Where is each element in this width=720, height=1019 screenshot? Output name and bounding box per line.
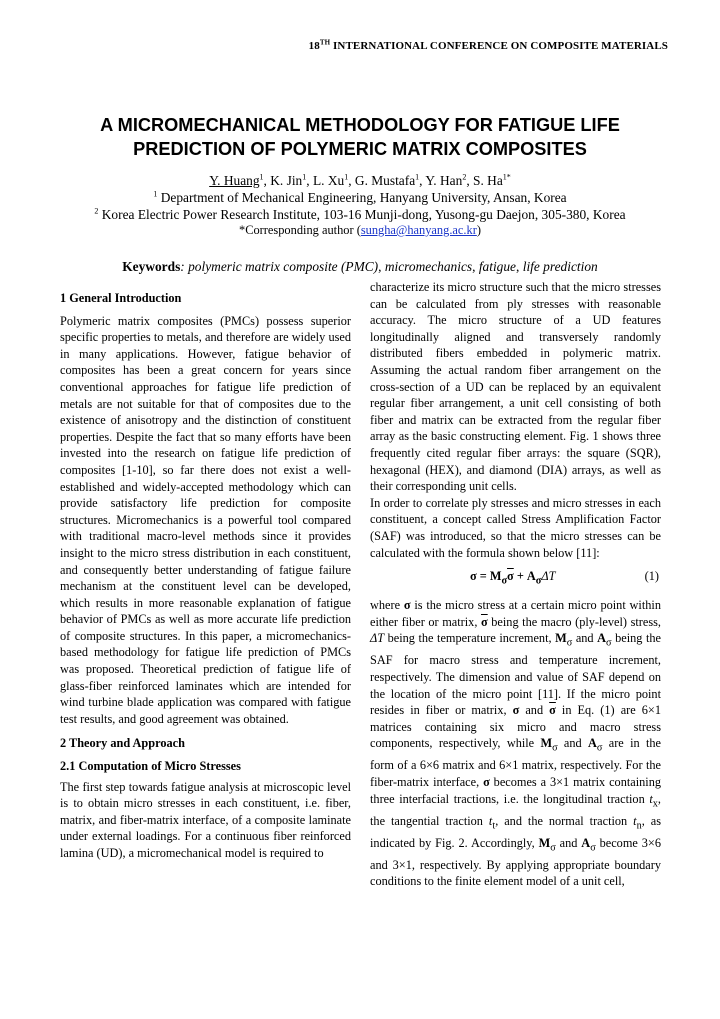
- affiliation-2: $^2$ Korea Electric Power Research Institute, 103-16 Munji-dong, Yusong-gu Daejon, 305-380, Korea: [94, 206, 626, 222]
- introduction-paragraph: Polymeric matrix composites (PMCs) possess superior specific properties to metals, and therefore are widely used in many applications. However, fatigue behavior of composites has been a great concern for years since conventional approaches for fatigue life prediction of metals are not suitable for that of composites due to the existence of anisotropy and the distinction of constituent properties. Despite the fact that so many efforts have been invested into the research on fatigue life prediction of composites [1-10], so far there does not exist a well-established and widely-accepted methodology which can provide satisfactory life prediction for composite structures. Micromechanics is a powerful tool compared with traditional macro-level methods since it provides insight to the micro stress distribution in each constituent, and consequently better understanding of fatigue failure mechanism at the constituent level can be developed, which results in more reasonable explanation of fatigue behavior of PMCs as well as more accurate life prediction of composite structures. In this paper, a micromechanics-based methodology for fatigue life prediction of PMCs was proposed. Theoretical prediction of fatigue life of glass-fiber reinforced laminates which are intended for wind turbine blade application was compared with fatigue test results, and good agreement was obtained.: [60, 313, 351, 726]
- title-line-2: PREDICTION OF POLYMERIC MATRIX COMPOSITES: [133, 139, 587, 159]
- author-3: L. Xu: [312, 173, 345, 188]
- section-1-heading: 1 General Introduction: [60, 291, 182, 305]
- equation-number: (1): [644, 569, 659, 584]
- title-line-1: A MICROMECHANICAL METHODOLOGY FOR FATIGUE LIFE: [100, 115, 620, 135]
- author-4: G. Mustafa: [354, 173, 416, 188]
- keywords-line: Keywords: polymeric matrix composite (PMC), micromechanics, fatigue, life prediction: [122, 259, 598, 274]
- email-link[interactable]: sungha@hanyang.ac.kr: [360, 223, 477, 237]
- equation-1: [370, 565, 661, 587]
- conference-header: 18TH INTERNATIONAL CONFERENCE ON COMPOSITE MATERIALS: [308, 38, 668, 52]
- keyword-4: life prediction: [522, 259, 598, 274]
- keyword-1: polymeric matrix composite (PMC): [188, 259, 379, 274]
- keywords-label: Keywords: [122, 259, 181, 274]
- paper-title: [40, 113, 680, 161]
- corresponding-author: *Corresponding author (sungha@hanyang.ac.kr): [239, 223, 481, 237]
- subsection-2-1-heading: 2.1 Computation of Micro Stresses: [60, 759, 241, 774]
- saf-explanation-paragraph: where σ is the micro stress at a certain micro point within either fiber or matrix, $\overline{\sigma}$ being the macro (ply-level) stress, ΔT being the temperature increment, $M_\sigma$ and $A_\sigma$ being the SAF for macro stress and temperature increment, respectively. The dimension and value of SAF depend on the location of the micro point [11]. If the micro point resides in fiber or matrix, σ and $\overline{\sigma}$ in Eq. (1) are 6×1 matrices containing six micro and macro stress components, respectively, while $M_\sigma$ and $A_\sigma$ are in the form of a 6×6 matrix and 6×1 matrix, respectively. For the fiber-matrix interface, σ becomes a 3×1 matrix containing three interfacial tractions, i.e. the longitudinal traction $t_x$, the tangential traction $t_t$, and the normal traction $t_n$, as indicated by Fig. 2. Accordingly, $M_\sigma$ and $A_\sigma$ become 3×6 and 3×1, respectively. By applying appropriate boundary conditions to the finite element model of a unit cell,: [370, 598, 662, 889]
- author-list: Y. Huang$^1$, K. Jin$^1$, L. Xu$^1$, G. Mustafa$^1$, Y. Han$^2$, S. $Ha^{1*}$: [209, 172, 511, 188]
- keyword-2: micromechanics: [384, 259, 473, 274]
- saf-paragraph: In order to correlate ply stresses and micro stresses in each constituent, a concept called Stress Amplification Factor (SAF) was introduced, so that the micro stresses can be calculated with the formula shown below [11]:: [370, 495, 661, 560]
- author-6: S. Ha: [473, 173, 503, 188]
- affiliation-1: $^1$ Department of Mechanical Engineering, Hanyang University, Ansan, Korea: [153, 189, 567, 205]
- section-2-heading: 2 Theory and Approach: [60, 736, 185, 751]
- left-column: [60, 279, 351, 862]
- micro-structure-paragraph: characterize its micro structure such that the micro stresses can be calculated from ply stresses with reasonable accuracy. The micro structure of a UD features longitudinally aligned and transversely randomly distributed fibers embedded in polymeric matrix. Assuming the actual random fiber arrangement on the cross-section of a UD can be replaced by an equivalent regular fiber arrangement, a unit cell consisting of both fiber and matrix can be extracted from the regular fiber array as the basic constructing element. Fig. 1 shows three frequently cited regular fiber arrays: the square (SQR), hexagonal (HEX), and diamond (DIA) arrays, as well as their corresponding unit cells.: [370, 280, 661, 494]
- author-1[interactable]: Y. Huang: [209, 173, 260, 188]
- author-5: Y. Han: [425, 173, 463, 188]
- right-column: [370, 279, 661, 890]
- equation-body: $\sigma = M_\sigma\overline{\sigma} + A_\sigma\Delta T$: [470, 569, 556, 587]
- author-2: K. Jin: [270, 173, 303, 188]
- micro-stress-paragraph: The first step towards fatigue analysis at microscopic level is to obtain micro stresses in each constituent, i.e. fiber, matrix, and fiber-matrix interface, of a composite laminate under external loadings. For a continuous fiber reinforced lamina (UD), a micromechanical model is required to: [60, 779, 351, 860]
- keyword-3: fatigue: [478, 259, 517, 274]
